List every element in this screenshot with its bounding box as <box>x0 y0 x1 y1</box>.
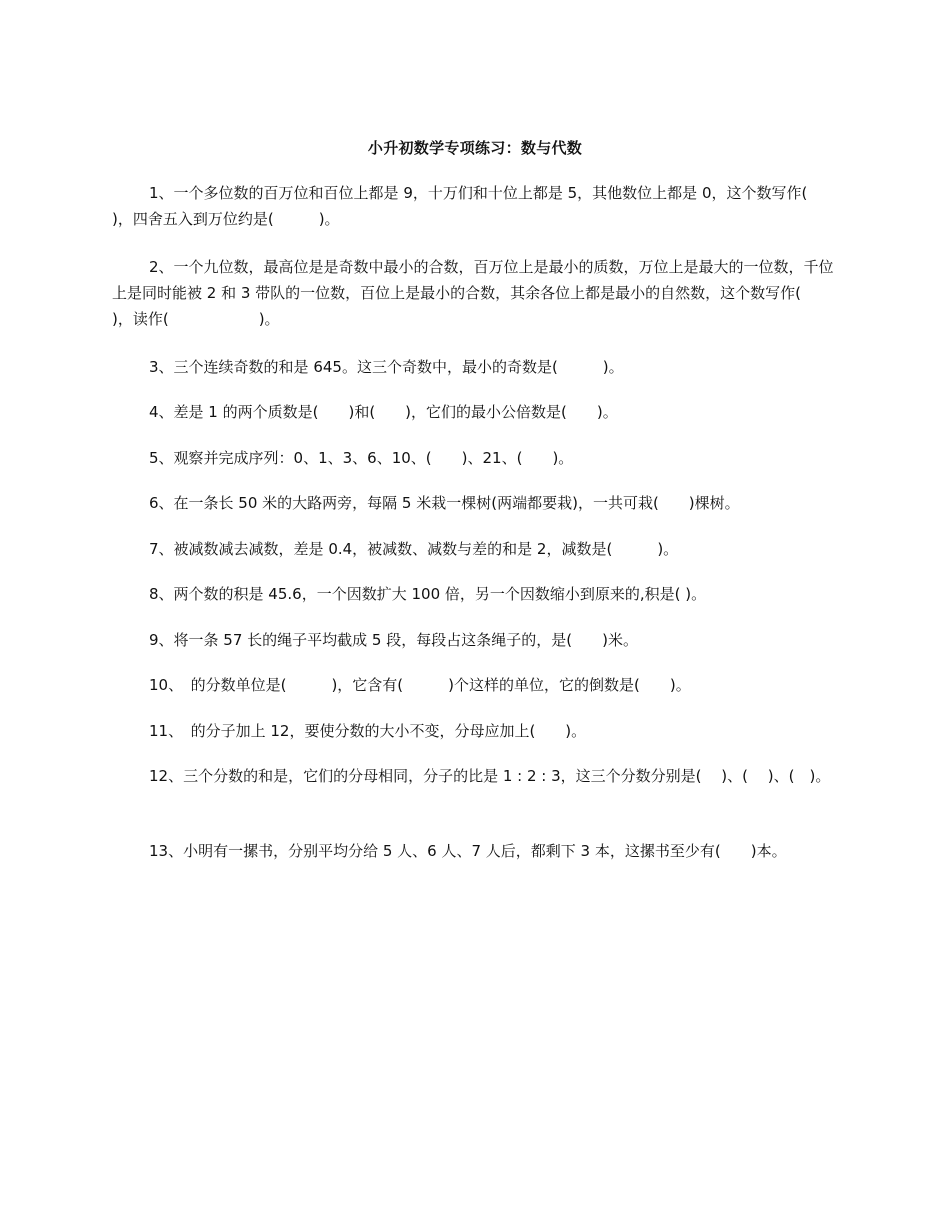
question-5: 5、观察并完成序列：0、1、3、6、10、( )、21、( )。 <box>149 449 574 467</box>
question-2: 2、一个九位数，最高位是是奇数中最小的合数，百万位上是最小的质数，万位上是最大的一位数，千位上是同时能被 2 和 3 带队的一位数，百位上是最小的合数，其余各位上都是最小的自然数，这个数写作( )，读作( )。 <box>112 258 862 328</box>
question-7: 7、被减数减去减数，差是 0.4，被减数、减数与差的和是 2，减数是( )。 <box>149 540 679 558</box>
page-title: 小升初数学专项练习：数与代数 <box>367 139 583 157</box>
question-10: 10、 的分数单位是( )，它含有( )个这样的单位，它的倒数是( )。 <box>149 676 691 694</box>
question-6: 6、在一条长 50 米的大路两旁，每隔 5 米栽一棵树(两端都要栽)，一共可栽( )棵树。 <box>149 494 740 512</box>
question-13: 13、小明有一摞书，分别平均分给 5 人、6 人、7 人后，都剩下 3 本，这摞书至少有( )本。 <box>149 842 787 860</box>
question-12: 12、三个分数的和是，它们的分母相同，分子的比是 1 : 2 : 3，这三个分数分别是( )、( )、( )。 <box>149 767 831 785</box>
question-11: 11、 的分子加上 12，要使分数的大小不变，分母应加上( )。 <box>149 722 587 740</box>
question-8: 8、两个数的积是 45.6，一个因数扩大 100 倍，另一个因数缩小到原来的,积是( )。 <box>149 585 707 603</box>
question-1: 1、一个多位数的百万位和百位上都是 9，十万们和十位上都是 5，其他数位上都是 0，这个数写作( )，四舍五入到万位约是( )。 <box>112 184 883 228</box>
question-3: 3、三个连续奇数的和是 645。这三个奇数中，最小的奇数是( )。 <box>149 358 624 376</box>
question-9: 9、将一条 57 长的绳子平均截成 5 段，每段占这条绳子的，是( )米。 <box>149 631 638 649</box>
question-4: 4、差是 1 的两个质数是( )和( )，它们的最小公倍数是( )。 <box>149 403 618 421</box>
